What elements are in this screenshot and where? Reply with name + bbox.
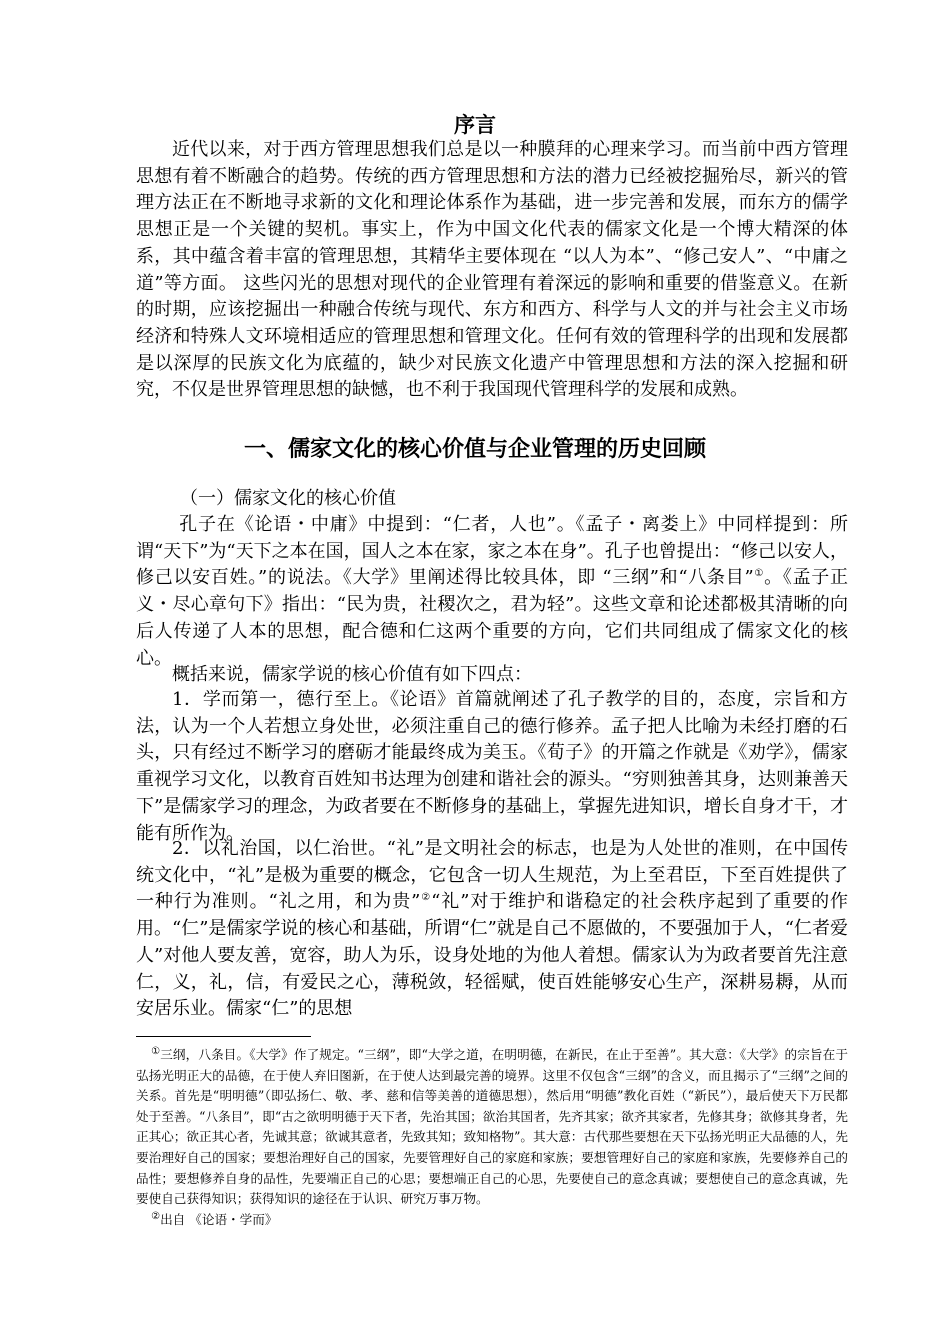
paragraph-text: 。《孟子正义・尽心章句下》指出：“民为贵，社稷次之，君为轻”。这些文章和论述都极其清晰的向后人传递了人本的思想，配合德和仁这两个重要的方向，它们共同组成了儒家文化的核心。 xyxy=(136,567,849,669)
preface-paragraph: 近代以来，对于西方管理思想我们总是以一种膜拜的心理来学习。而当前中西方管理思想有着不断融合的趋势。传统的西方管理思想和方法的潜力已经被挖掘殆尽，新兴的管理方法正在不断地寻求新的文化和理论体系作为基础，进一步完善和发展，而东方的儒学思想正是一个关键的契机。事实上，作为中国文化代表的儒家文化是一个博大精深的体系，其中蕴含着丰富的管理思想，其精华主要体现在 “以人为本”、“修己安人”、“中庸之道”等方面。 这些闪光的思想对现代的企业管理有着深远的影响和重要的借鉴意义。在新的时期，应该挖掘出一种融合传统与现代、东方和西方、科学与人文的并与社会主义市场经济和特殊人文环境相适应的管理思想和管理文化。任何有效的管理科学的出现和发展都是以深厚的民族文化为底蕴的，缺少对民族文化遗产中管理思想和方法的深入挖掘和研究，不仅是世界管理思想的缺憾，也不利于我国现代管理科学的发展和成熟。 xyxy=(136,139,848,401)
footnote-2 xyxy=(136,1210,848,1231)
paragraph-core-value-intro xyxy=(136,512,848,672)
footnote-mark-1: ① xyxy=(151,1045,161,1057)
section-heading: 一、儒家文化的核心价值与企业管理的历史回顾 xyxy=(243,436,706,462)
subsection-heading: （一）儒家文化的核心价值 xyxy=(180,488,396,509)
paragraph-text: 2．以礼治国，以仁治世。“礼”是文明社会的标志，也是为人处世的准则，在中国传统文化中，“礼”是极为重要的概念，它包含一切人生规范，为上至君臣，下至百姓提供了一种行为准则。“礼之用，和为贵” xyxy=(136,838,848,913)
preface-title: 序言 xyxy=(454,112,496,137)
paragraph-point-1: 1．学而第一，德行至上。《论语》首篇就阐述了孔子教学的目的，态度，宗旨和方法，认为一个人若想立身处世，必须注重自己的德行修养。孟子把人比喻为未经打磨的石头，只有经过不断学习的磨砺才能最终成为美玉。《荀子》的开篇之作就是《劝学》，儒家重视学习文化，以教育百姓知书达理为创建和谐社会的源头。“穷则独善其身，达则兼善天下”是儒家学习的理念，为政者要在不断修身的基础上，掌握先进知识，增长自身才干，才能有所作为。 xyxy=(136,689,848,844)
paragraph-point-2 xyxy=(136,836,848,1023)
paragraph-text: 孔子在《论语・中庸》中提到：“仁者，人也”。《孟子・离娄上》中同样提到：所谓“天下”为“天下之本在国，国人之本在家，家之本在身”。孔子也曾提出：“修己以安人，修己以安百姓。”的说法。《大学》里阐述得比较具体，即 “三纲”和“八条目” xyxy=(136,514,849,589)
footnote-ref-2[interactable]: ② xyxy=(420,892,432,904)
paragraph-summary: 概括来说，儒家学说的核心价值有如下四点： xyxy=(172,664,532,685)
footnote-separator xyxy=(136,1036,311,1037)
footnote-text: 出自 《论语・学而》 xyxy=(160,1212,278,1227)
footnote-mark-2: ② xyxy=(151,1210,161,1222)
paragraph-text: “礼”对于维护和谐稳定的社会秩序起到了重要的作用。“仁”是儒家学说的核心和基础，所谓“仁”就是自己不愿做的，不要强加于人，“仁者爱人”对他人要友善，宽容，助人为乐，设身处地的为他人着想。儒家认为为政者要首先注意仁，义，礼，信，有爱民之心，薄税敛，轻徭赋，使百姓能够安心生产，深耕易耨，从而安居乐业。儒家“仁”的思想 xyxy=(136,891,849,1020)
footnote-ref-1[interactable]: ① xyxy=(753,568,765,580)
footnote-1 xyxy=(136,1045,848,1210)
footnote-text: 三纲，八条目。《大学》作了规定。“三纲”，即“大学之道，在明明德，在新民，在止于至善”。其大意：《大学》的宗旨在于弘扬光明正大的品德，在于使人弃旧图新，在于使人达到最完善的境界。这里不仅包含“三纲”的含义，而且揭示了“三纲”之间的关系。首先是“明明德”（即弘扬仁、敬、孝、慈和信等美善的道德思想），然后用“明德”教化百姓（“新民”），最后使天下万民都处于至善。“八条目”，即“古之欲明明德于天下者，先治其国；欲治其国者，先齐其家；欲齐其家者，先修其身；欲修其身者，先正其心；欲正其心者，先诚其意；欲诚其意者，先致其知；致知格物”。其大意：古代那些要想在天下弘扬光明正大品德的人，先要治理好自己的国家；要想治理好自己的国家，先要管理好自己的家庭和家族；要想管理好自己的家庭和家族，先要修养自己的品性；要想修养自身的品性，先要端正自己的心思；要想端正自己的心思，先要使自己的意念真诚；要想使自己的意念真诚，先要使自己获得知识；获得知识的途径在于认识、研究万事万物。 xyxy=(136,1047,848,1207)
